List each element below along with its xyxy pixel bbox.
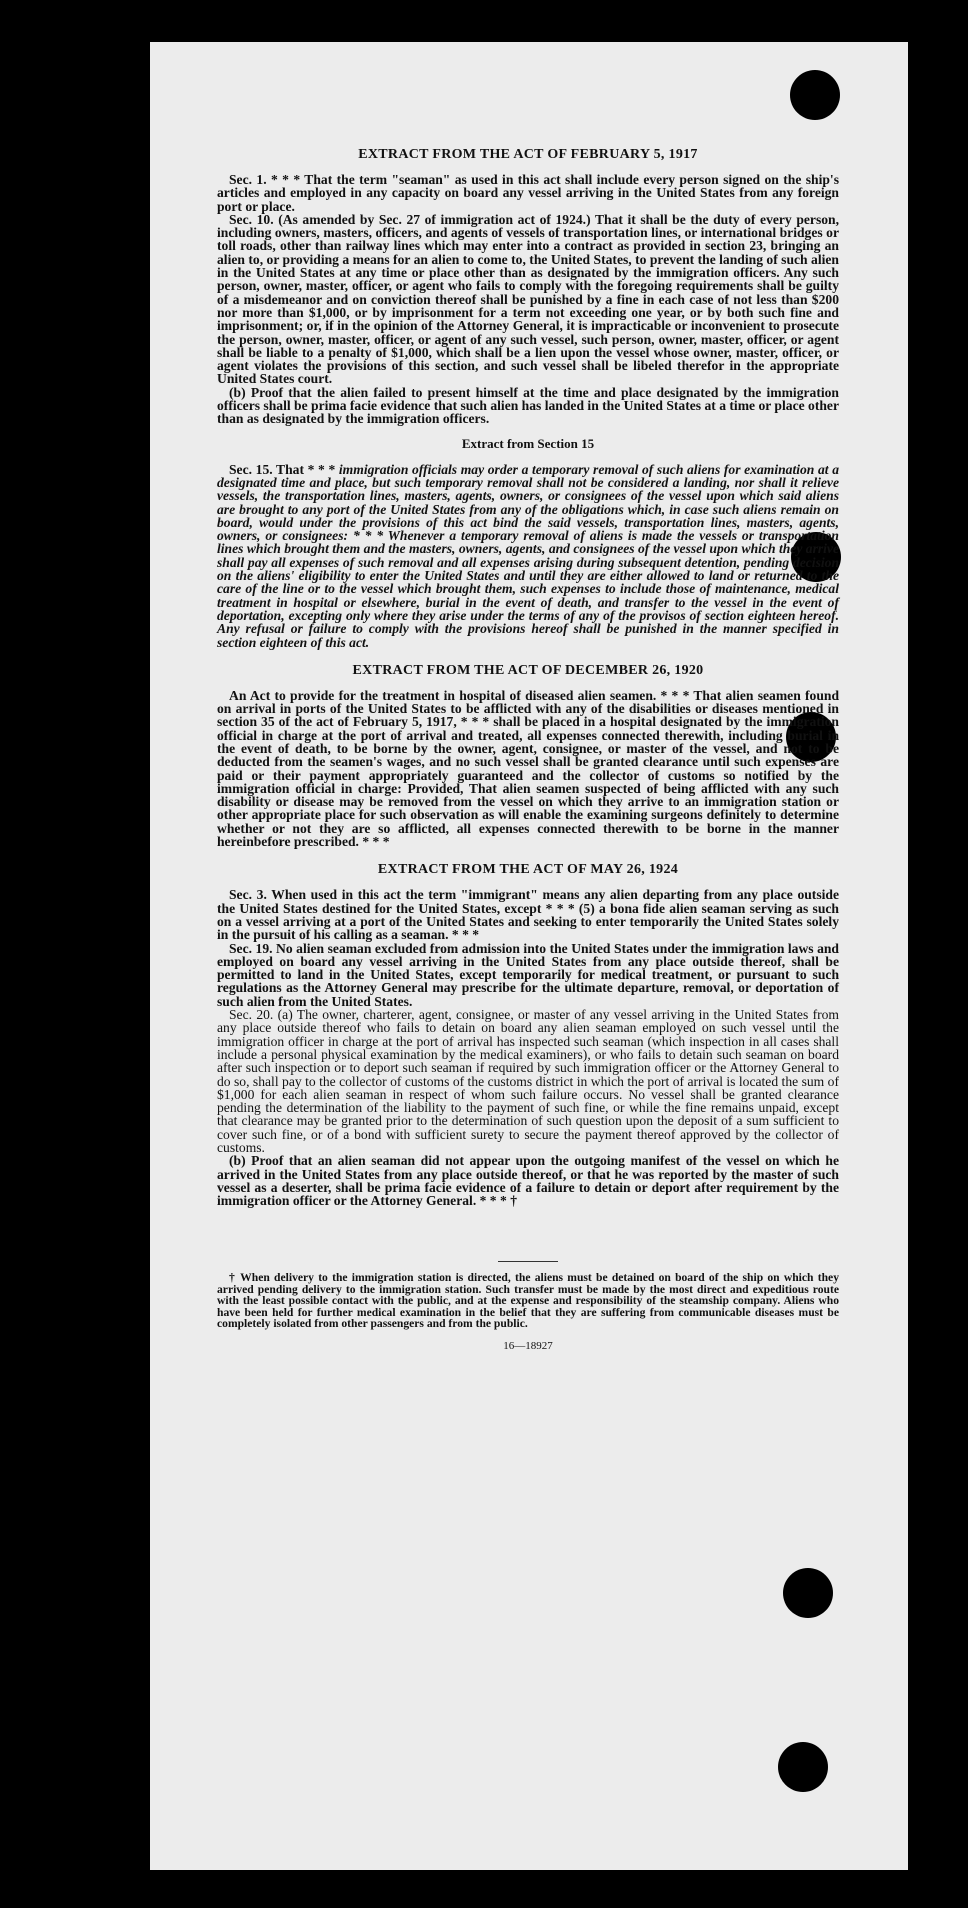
paragraph: Sec. 1. * * * That the term "seaman" as used in this act shall include every person signed on the ship's articles and employed in any capacity on board any vessel arriving in the United States from any foreign port or place. (217, 172, 839, 214)
document-body (217, 147, 839, 1352)
subsection-heading: Extract from Section 15 (461, 435, 595, 451)
section-heading: EXTRACT FROM THE ACT OF DECEMBER 26, 1920 (352, 662, 704, 678)
paragraph: Sec. 10. (As amended by Sec. 27 of immigration act of 1924.) That it shall be the duty of every person, including owners, masters, officers, and agents of vessels of transportation lines, or international bridges or toll roads, other than railway lines which may enter into a contract as provided in section 23, bringing an alien to, or providing a means for an alien to come to, the United States, to prevent the landing of such alien in the United States at any time or place other than as designated by the immigration officers. Any such person, owner, master, officer, or agent who fails to comply with the foregoing requirements shall be guilty of a misdemeanor and on conviction thereof shall be punished by a fine in each case of not less than $200 nor more than $1,000, or by imprisonment for a term not exceeding one year, or by both such fine and imprisonment; or, if in the opinion of the Attorney General, it is impracticable or inconvenient to prosecute the person, owner, master, officer, or agent of any such vessel, such person, owner, master, officer, or agent shall be liable to a penalty of $1,000, which shall be a lien upon the vessel whose owner, master, officer, or agent violates the provisions of this section, and such vessel shall be libeled therefor in the appropriate United States court. (217, 211, 839, 387)
footnote-divider (498, 1261, 558, 1262)
page-number: 16—18927 (503, 1339, 553, 1352)
paragraph: Sec. 3. When used in this act the term "immigrant" means any alien departing from any place outside the United States destined for the United States, except * * * (5) a bona fide alien seaman serving as such on a vessel arriving at a port of the United States and seeking to enter temporarily the United States solely in the pursuit of his calling as a seaman. * * * (217, 887, 839, 943)
punch-hole (778, 1742, 828, 1792)
document-page (150, 42, 908, 1870)
paragraph: Sec. 19. No alien seaman excluded from admission into the United States under the immigration laws and employed on board any vessel arriving in the United States from any place outside thereof, shall be permitted to land in the United States, except temporarily for medical treatment, or pursuant to such regulations as the Attorney General may prescribe for the ultimate departure, removal, or deportation of such alien from the United States. (217, 940, 839, 1009)
paragraph: An Act to provide for the treatment in hospital of diseased alien seamen. * * * That alien seamen found on arrival in ports of the United States to be afflicted with any of the disabilities or diseases mentioned in section 35 of the act of February 5, 1917, * * * shall be placed in a hospital designated by the immigration official in charge at the port of arrival and treated, all expenses connected therewith, including burial in the event of death, to be borne by the owner, agent, consignee, or master of the vessel, and not to be deducted from the seamen's wages, and no such vessel shall be granted clearance until such expenses are paid or their payment appropriately guaranteed and the collector of customs so notified by the immigration official in charge: Provided, That alien seamen suspected of being afflicted with any such disability or disease may be removed from the vessel on which they arrive to an immigration station or other appropriate place for such observation as will enable the examining surgeons definitely to determine whether or not they are so afflicted, all expenses connected therewith to be borne in the manner hereinbefore prescribed. * * * (217, 687, 839, 850)
italic-text: immigration officials may order a temporary removal of such aliens for examination at a designated time and place, but such temporary removal shall not be considered a landing, nor shall it relieve vessels, the transportation lines, masters, agents, owners, or consignees of the vessel upon which said aliens are brought to any port of the United States from any of the obligations which, in case such aliens remain on board, would under the provisions of this act bind the said vessels, transportation lines, masters, agents, owners, or consignees: * * * Whenever a temporary removal of aliens is made the vessels or transportation lines which brought them and the masters, owners, agents, and consignees of the vessel upon which they arrive shall pay all expenses of such removal and all expenses arising during subsequent detention, pending decision on the aliens' eligibility to enter the United States and until they are either allowed to land or returned to the care of the line or to the vessel which brought them, such expenses to include those of maintenance, medical treatment in hospital or elsewhere, burial in the event of death, and transfer to the vessel in the event of deportation, excepting only where they arise under the terms of any of the provisos of section eighteen hereof. Any refusal or failure to comply with the provisions hereof shall be punished in the manner specified in section eighteen of this act. (217, 461, 839, 650)
paragraph (217, 463, 839, 649)
punch-hole (783, 1568, 833, 1618)
paragraph: Sec. 20. (a) The owner, charterer, agent, consignee, or master of any vessel arriving in the United States from any place outside thereof who fails to detain on board any alien seaman employed on such vessel until the immigration officer in charge at the port of arrival has inspected such seaman (which inspection in all cases shall include a personal physical examination by the medical examiners), or who fails to detain such seaman on board after such inspection or to deport such seaman if required by such immigration officer or the Attorney General to do so, shall pay to the collector of customs of the customs district in which the port of arrival is located the sum of $1,000 for each alien seaman in respect of whom such failure occurs. No vessel shall be granted clearance pending the determination of the liability to the payment of such fine, or while the fine remains unpaid, except that clearance may be granted prior to the determination of such question upon the deposit of a sum sufficient to cover such fine, or of a bond with sufficient surety to secure the payment thereof approved by the collector of customs. (217, 1007, 839, 1155)
paragraph-lead: Sec. 15. That * * * (229, 461, 339, 477)
punch-hole (790, 70, 840, 120)
paragraph: (b) Proof that the alien failed to present himself at the time and place designated by the immigration officers shall be prima facie evidence that such alien has landed in the United States at a time or place other than as designated by the immigration officers. (217, 384, 839, 427)
section-heading: EXTRACT FROM THE ACT OF FEBRUARY 5, 1917 (358, 147, 698, 162)
footnote: † When delivery to the immigration station is directed, the aliens must be detained on board of the ship on which they arrived pending delivery to the immigration station. Such transfer must be made by the most direct and expeditious route with the least possible contact with the public, and at the expense and responsibility of the steamship company. Aliens who have been held for further medical examination in the belief that they are suffering from communicable diseases must be completely isolated from other passengers and from the public. (217, 1271, 839, 1331)
section-heading: EXTRACT FROM THE ACT OF MAY 26, 1924 (377, 862, 679, 878)
paragraph: (b) Proof that an alien seaman did not appear upon the outgoing manifest of the vessel on which he arrived in the United States from any place outside thereof, or that he was reported by the master of such vessel as a deserter, shall be prima facie evidence of a failure to detain or deport after requirement by the immigration officer or the Attorney General. * * * † (217, 1153, 839, 1209)
